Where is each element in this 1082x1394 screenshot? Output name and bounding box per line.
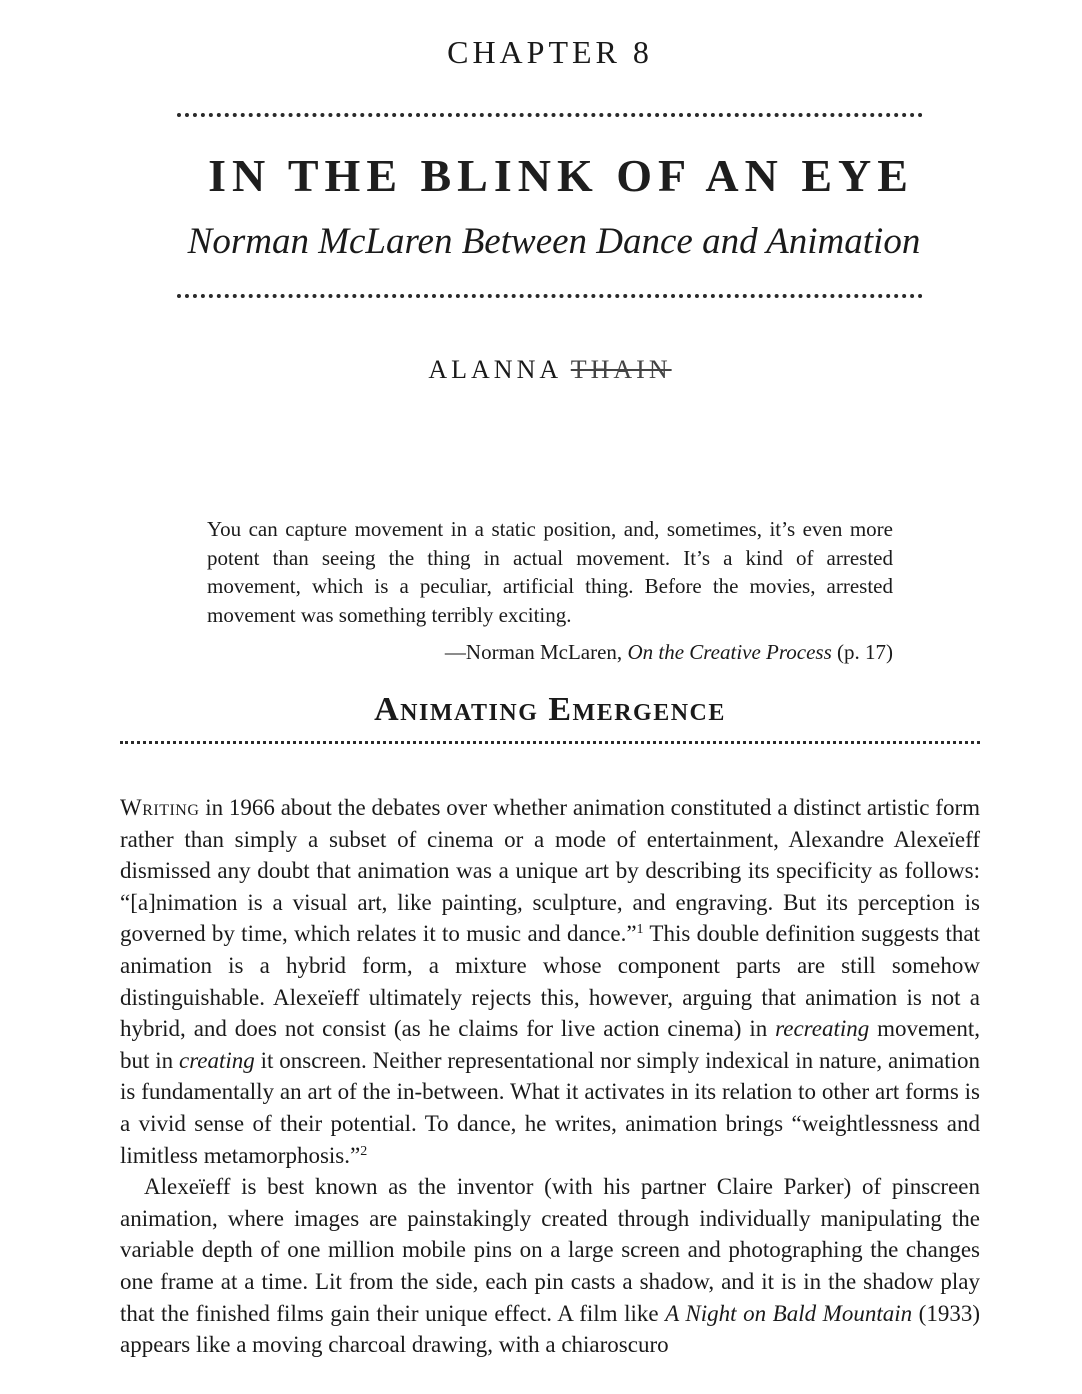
paragraph-1-part-b: This double definition suggests that animation is a hybrid form, a mixture whose component parts are still somehow distinguishable. Alexeïeff ultimately rejects this, however, arguing that animation is not a hybrid, and does not consist (as he claims for live action cinema) in — [120, 921, 980, 1042]
paragraph-1-part-c: movement, but in — [120, 1016, 980, 1073]
chapter-label: CHAPTER 8 — [447, 34, 653, 70]
paragraph-2-part-a: Alexeïeff is best known as the inventor (with his partner Claire Parker) of pinscreen animation, where images are painstakingly created through individually manipulating the variable depth of one million mobile pins on a large screen and photographing the changes one frame at a time. Lit from the side, each pin casts a shadow, and it is in the shadow play that the finished films gain their unique effect. A film like — [120, 1174, 980, 1326]
paragraph-lead-word: Writing — [120, 795, 200, 820]
epigraph — [207, 515, 893, 629]
author-byline — [0, 352, 1082, 388]
bottom-dotted-divider — [177, 294, 923, 298]
epigraph-attribution — [207, 637, 893, 667]
body-text — [120, 792, 980, 1361]
footnote-marker-2: 2 — [360, 1143, 368, 1159]
paragraph-1-part-d: it onscreen. Neither representational nor simply indexical in nature, animation is fundamentally an art of the in-between. What it activates in its relation to other art forms is a vivid sense of their potential. To dance, he writes, animation brings “weightlessness and limitless metamorphosis.” — [120, 1047, 981, 1168]
top-dotted-divider — [177, 113, 923, 117]
attribution-work-title: On the Creative Process — [627, 640, 832, 664]
author-last-name: THAIN — [570, 355, 672, 384]
attribution-suffix: (p. 17) — [831, 640, 893, 664]
author-first-name: ALANNA — [428, 355, 561, 384]
chapter-title: IN THE BLINK OF AN EYE — [208, 150, 914, 201]
paragraph-1 — [120, 792, 980, 1171]
epigraph-text: You can capture movement in a static position, and, sometimes, it’s even more potent than seeing the thing in actual movement. It’s a kind of arrested movement, which is a peculiar, artificial thing. Before the movies, arrested movement was something terribly exciting. — [207, 517, 893, 627]
footnote-marker-1: 1 — [636, 922, 644, 938]
section-dotted-divider — [120, 741, 980, 744]
paragraph-2 — [120, 1171, 980, 1361]
attribution-prefix: —Norman McLaren, — [444, 640, 628, 664]
film-title: A Night on Bald Mountain — [665, 1300, 913, 1326]
section-heading: Animating Emergence — [374, 691, 726, 728]
emphasis-creating: creating — [178, 1047, 255, 1073]
paragraph-1-part-a: in 1966 about the debates over whether animation constituted a distinct artistic form rather than simply a subset of cinema or a mode of entertainment, Alexandre Alexeïeff dismissed any doubt that animation was a unique art by describing its specificity as follows: “[a]nimation is a visual art, like painting, sculpture, and engraving. But its perception is governed by time, which relates it to music and dance.” — [120, 795, 980, 947]
paragraph-2-part-b: (1933) appears like a moving charcoal drawing, with a chiaroscuro — [120, 1300, 980, 1358]
chapter-subtitle: Norman McLaren Between Dance and Animation — [187, 221, 921, 262]
emphasis-recreating: recreating — [775, 1016, 870, 1042]
